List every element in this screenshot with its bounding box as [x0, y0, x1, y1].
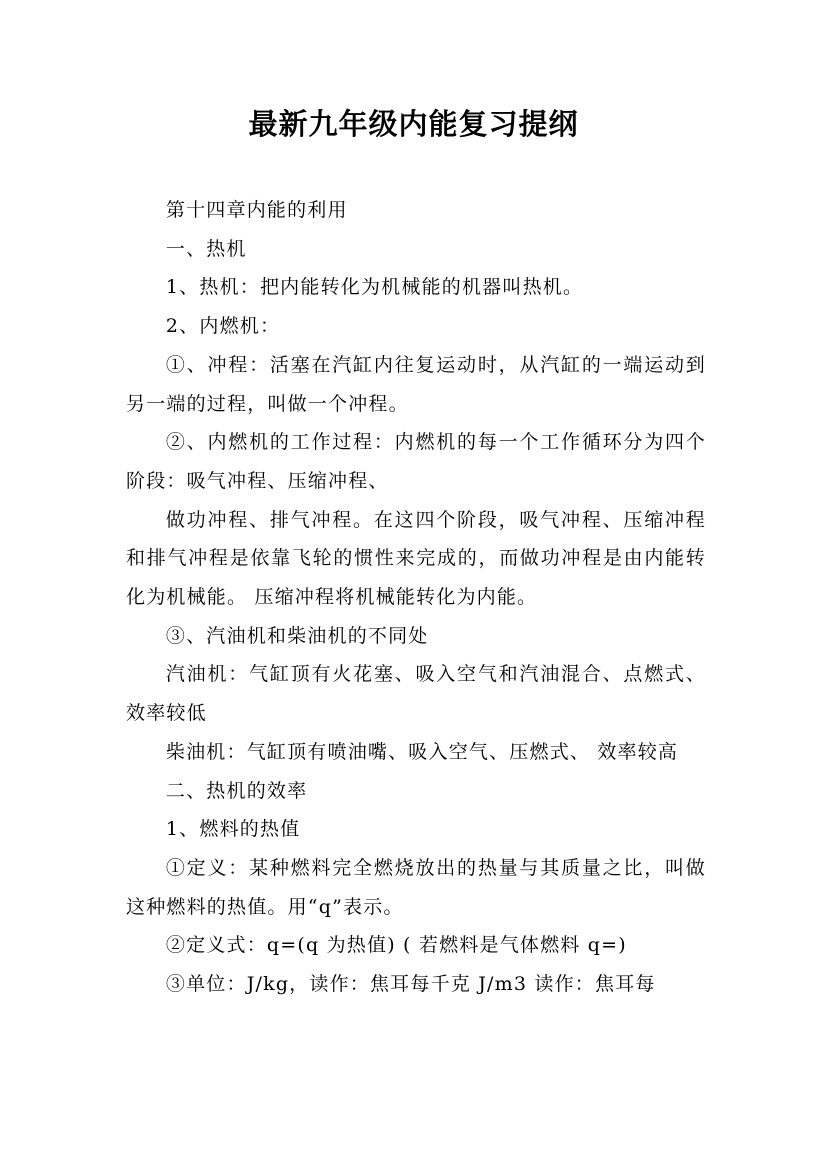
paragraph-strokes-explanation: 做功冲程、排气冲程。在这四个阶段，吸气冲程、压缩冲程和排气冲程是依靠飞轮的惯性来完成的，而做功冲程是由内能转化为机械能。 压缩冲程将机械能转化为内能。: [126, 508, 706, 609]
paragraph-internal-combustion-engine: 2、内燃机：: [165, 315, 281, 338]
paragraph-fuel-heat-value: 1、燃料的热值: [165, 818, 301, 841]
section-heading-efficiency: 二、热机的效率: [165, 779, 308, 802]
paragraph-heat-engine-definition: 1、热机：把内能转化为机械能的机器叫热机。: [165, 276, 584, 299]
paragraph-engine-differences: ③、汽油机和柴油机的不同处: [165, 624, 429, 647]
document-body: [126, 191, 706, 1004]
chapter-heading: 第十四章内能的利用: [165, 199, 348, 221]
paragraph-diesel-engine: 柴油机：气缸顶有喷油嘴、吸入空气、压燃式、 效率较高: [165, 740, 679, 763]
paragraph-heat-value-definition: ①定义：某种燃料完全燃烧放出的热量与其质量之比，叫做这种燃料的热值。用“q”表示。: [126, 856, 706, 918]
section-heading-heat-engine: 一、热机: [165, 237, 247, 260]
document-title: 最新九年级内能复习提纲: [248, 107, 579, 141]
paragraph-heat-value-formula: ②定义式：q=(q 为热值) ( 若燃料是气体燃料 q=): [165, 934, 627, 957]
paragraph-gasoline-engine: 汽油机：气缸顶有火花塞、吸入空气和汽油混合、点燃式、效率较低: [126, 663, 706, 725]
paragraph-stroke-definition: ①、冲程：活塞在汽缸内往复运动时，从汽缸的一端运动到另一端的过程，叫做一个冲程。: [126, 353, 706, 415]
paragraph-working-process: ②、内燃机的工作过程：内燃机的每一个工作循环分为四个阶段：吸气冲程、压缩冲程、: [126, 431, 706, 492]
paragraph-heat-value-unit: ③单位：J/kg，读作：焦耳每千克 J/m3 读作：焦耳每: [165, 973, 656, 996]
